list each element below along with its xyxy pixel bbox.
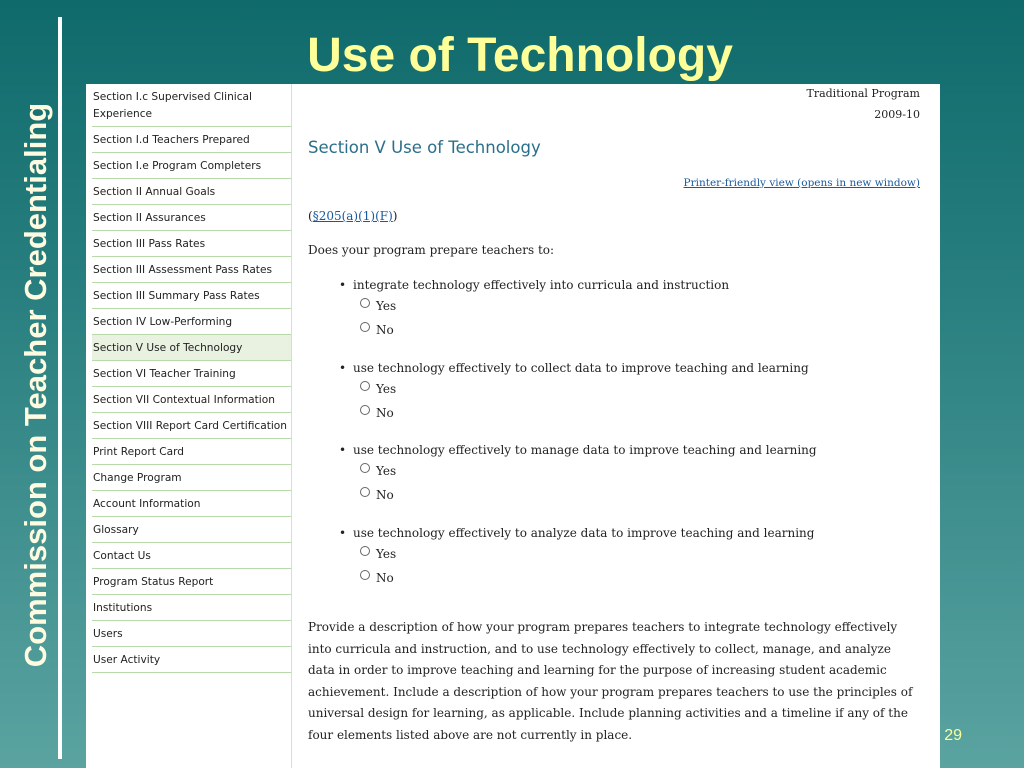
bullet-icon: • (339, 361, 347, 375)
radio-label-no: No (376, 406, 394, 420)
sidebar-item-institutions[interactable]: Institutions (92, 595, 291, 621)
question-item-label: use technology effectively to manage data to improve teaching and learning (353, 443, 817, 457)
citation-open-paren: ( (308, 209, 313, 223)
vertical-side-title (16, 70, 56, 700)
question-item-text (339, 276, 929, 294)
radio-option-yes[interactable] (360, 459, 929, 483)
sidebar-item-low-performing[interactable]: Section IV Low-Performing (92, 309, 291, 335)
statute-link[interactable]: §205(a)(1)(F) (312, 209, 393, 223)
sidebar-item-users[interactable]: Users (92, 621, 291, 647)
radio-button-icon[interactable] (360, 381, 370, 391)
question-item-label: use technology effectively to collect data to improve teaching and learning (353, 361, 809, 375)
sidebar-item-assessment-pass-rates[interactable]: Section III Assessment Pass Rates (92, 257, 291, 283)
sidebar-item-user-activity[interactable]: User Activity (92, 647, 291, 673)
radio-option-yes[interactable] (360, 294, 929, 318)
sidebar-item-summary-pass-rates[interactable]: Section III Summary Pass Rates (92, 283, 291, 309)
embedded-screenshot (86, 84, 940, 768)
radio-button-icon[interactable] (360, 298, 370, 308)
radio-option-no[interactable] (360, 401, 929, 425)
sidebar-item-supervised-clinical-experience[interactable]: Section I.c Supervised Clinical Experience (92, 84, 291, 127)
question-item (339, 359, 929, 425)
sidebar-item-program-status-report[interactable]: Program Status Report (92, 569, 291, 595)
radio-button-icon[interactable] (360, 405, 370, 415)
bullet-icon: • (339, 526, 347, 540)
sidebar-item-change-program[interactable]: Change Program (92, 465, 291, 491)
question-prompt: Does your program prepare teachers to: (308, 243, 555, 257)
question-item-text (339, 441, 929, 459)
radio-label-yes: Yes (376, 299, 397, 313)
sidebar-item-contact-us[interactable]: Contact Us (92, 543, 291, 569)
sidebar-item-report-card-certification[interactable]: Section VIII Report Card Certification (92, 413, 291, 439)
sidebar-item-glossary[interactable]: Glossary (92, 517, 291, 543)
vertical-divider (58, 17, 62, 759)
sidebar-nav (86, 84, 292, 768)
sidebar-item-teachers-prepared[interactable]: Section I.d Teachers Prepared (92, 127, 291, 153)
radio-label-yes: Yes (376, 464, 397, 478)
radio-label-no: No (376, 323, 394, 337)
sidebar-item-assurances[interactable]: Section II Assurances (92, 205, 291, 231)
question-item-text (339, 359, 929, 377)
sidebar-item-account-information[interactable]: Account Information (92, 491, 291, 517)
program-type: Traditional Program (806, 87, 920, 100)
sidebar-item-annual-goals[interactable]: Section II Annual Goals (92, 179, 291, 205)
radio-label-no: No (376, 488, 394, 502)
citation-close-paren: ) (392, 209, 398, 223)
sidebar-item-pass-rates[interactable]: Section III Pass Rates (92, 231, 291, 257)
question-item-text (339, 524, 929, 542)
radio-button-icon[interactable] (360, 322, 370, 332)
radio-label-yes: Yes (376, 547, 397, 561)
page-number: 29 (944, 727, 962, 744)
radio-label-yes: Yes (376, 382, 397, 396)
sidebar-item-print-report-card[interactable]: Print Report Card (92, 439, 291, 465)
bullet-icon: • (339, 278, 347, 292)
question-item (339, 276, 929, 342)
radio-button-icon[interactable] (360, 546, 370, 556)
radio-button-icon[interactable] (360, 463, 370, 473)
radio-option-no[interactable] (360, 483, 929, 507)
radio-option-no[interactable] (360, 566, 929, 590)
question-item (339, 524, 929, 590)
question-item-label: use technology effectively to analyze data to improve teaching and learning (353, 526, 815, 540)
sidebar-item-teacher-training[interactable]: Section VI Teacher Training (92, 361, 291, 387)
sidebar-item-use-of-technology[interactable]: Section V Use of Technology (92, 335, 291, 361)
description-instructions: Provide a description of how your program prepares teachers to integrate technology effectively into curricula and instruction, and to use technology effectively to collect, manage, and analyze data in order to improve teaching and learning for the purpose of increasing student academic achievement. Include a description of how your program prepares teachers to use the principles of universal design for learning, as applicable. Include planning activities and a timeline if any of the four elements listed above are not currently in place. (308, 620, 913, 742)
section-heading: Section V Use of Technology (308, 138, 541, 157)
sidebar-item-contextual-information[interactable]: Section VII Contextual Information (92, 387, 291, 413)
radio-button-icon[interactable] (360, 487, 370, 497)
statute-citation (308, 209, 397, 223)
bullet-icon: • (339, 443, 347, 457)
sidebar-item-program-completers[interactable]: Section I.e Program Completers (92, 153, 291, 179)
organization-name: Commission on Teacher Credentialing (18, 102, 54, 668)
radio-option-yes[interactable] (360, 377, 929, 401)
report-year: 2009-10 (874, 108, 920, 121)
radio-label-no: No (376, 571, 394, 585)
question-item (339, 441, 929, 507)
main-content (292, 84, 940, 768)
radio-button-icon[interactable] (360, 570, 370, 580)
question-item-label: integrate technology effectively into curricula and instruction (353, 278, 730, 292)
slide-title: Use of Technology (307, 29, 733, 82)
radio-option-yes[interactable] (360, 542, 929, 566)
radio-option-no[interactable] (360, 318, 929, 342)
printer-friendly-link[interactable]: Printer-friendly view (opens in new window) (683, 177, 920, 189)
